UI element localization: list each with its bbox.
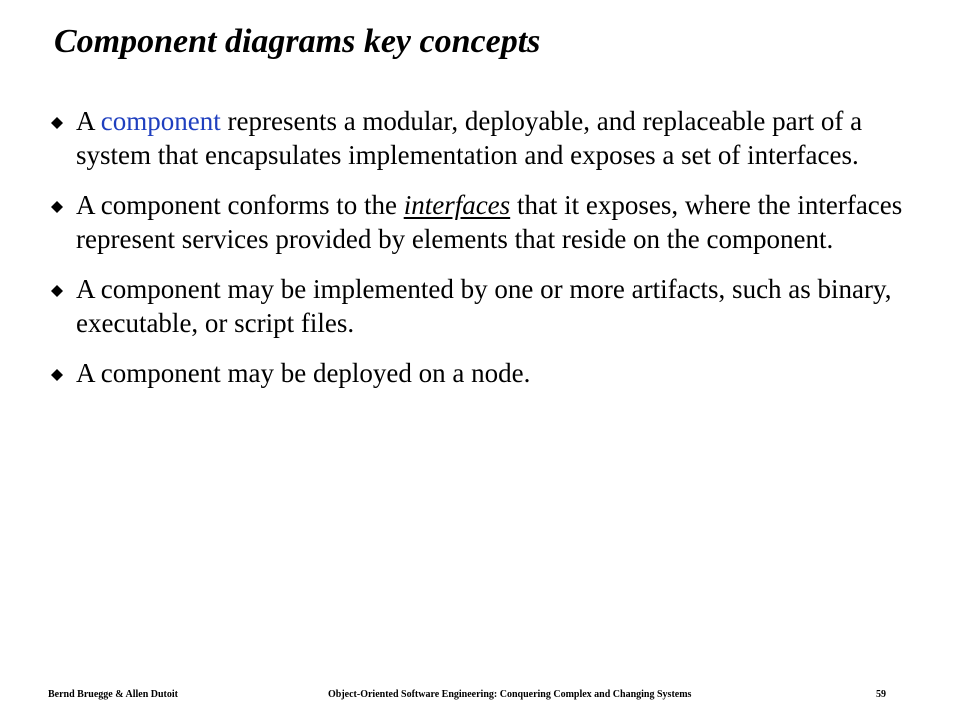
bullet-text-pre: A component conforms to the (76, 190, 404, 220)
bullet-item (48, 104, 908, 172)
diamond-icon (51, 369, 63, 381)
slide-title: Component diagrams key concepts (54, 23, 541, 60)
diamond-icon (51, 117, 63, 129)
bullet-item (48, 356, 908, 390)
bullet-text-pre: A (76, 106, 101, 136)
bullet-text: A component may be deployed on a node. (76, 358, 531, 388)
bullet-text-post: represents a modular, deployable, and replaceable part of a system that encapsulates implementation and exposes a set of interfaces. (76, 106, 863, 170)
bullet-item (48, 188, 908, 256)
footer-book-title: Object-Oriented Software Engineering: Conquering Complex and Changing Systems (328, 689, 692, 700)
diamond-icon (51, 201, 63, 213)
bullet-text: A component may be implemented by one or more artifacts, such as binary, executable, or script files. (76, 274, 892, 338)
interfaces-term: interfaces (403, 190, 511, 220)
component-term: component (100, 106, 221, 136)
footer-authors: Bernd Bruegge & Allen Dutoit (48, 689, 178, 700)
bullet-list (48, 104, 908, 390)
bullet-text-post: that it exposes, where the interfaces represent services provided by elements that reside on the component. (76, 190, 903, 254)
bullet-item (48, 272, 908, 340)
footer-page-number: 59 (876, 689, 886, 700)
diamond-icon (51, 285, 63, 297)
